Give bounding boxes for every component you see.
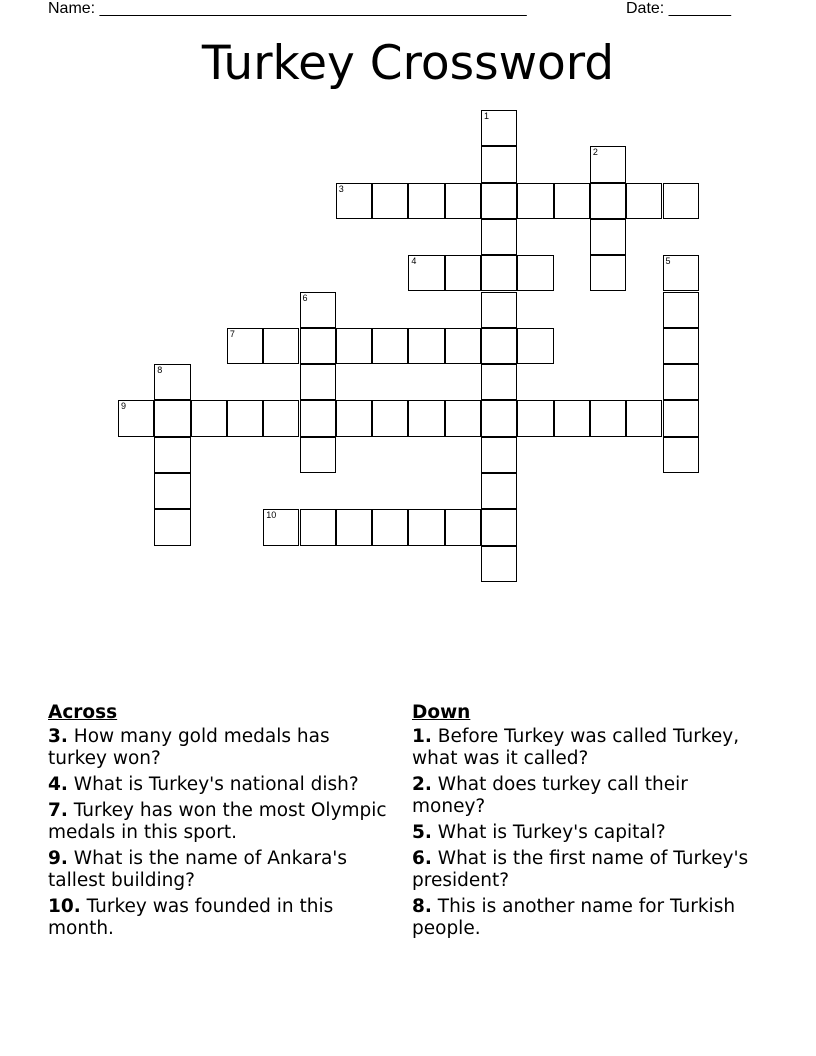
grid-cell[interactable] bbox=[154, 509, 190, 545]
grid-cell[interactable] bbox=[445, 183, 481, 219]
clue-across-10: 10. Turkey was founded in this month. bbox=[48, 896, 334, 939]
grid-cell[interactable] bbox=[408, 183, 444, 219]
grid-cell[interactable] bbox=[227, 400, 263, 436]
clue-number: 3 bbox=[338, 183, 344, 194]
grid-cell[interactable] bbox=[263, 328, 299, 364]
grid-cell[interactable] bbox=[481, 546, 517, 582]
grid-cell[interactable] bbox=[663, 328, 699, 364]
grid-cell[interactable] bbox=[445, 400, 481, 436]
clue-across-7: 7. Turkey has won the most Olympic medals in this sport. bbox=[48, 800, 387, 843]
clue-number: 6 bbox=[302, 292, 308, 303]
grid-cell[interactable] bbox=[300, 400, 336, 436]
clue-number: 5 bbox=[665, 256, 671, 267]
grid-cell[interactable] bbox=[626, 183, 662, 219]
grid-cell[interactable] bbox=[481, 328, 517, 364]
grid-cell[interactable] bbox=[336, 183, 372, 219]
clue-down-1: 1. Before Turkey was called Turkey, what was it called? bbox=[412, 726, 740, 769]
grid-cell[interactable] bbox=[626, 400, 662, 436]
grid-cell[interactable] bbox=[663, 183, 699, 219]
clue-down-6: 6. What is the first name of Turkey's president? bbox=[412, 848, 749, 891]
grid-cell[interactable] bbox=[481, 146, 517, 182]
grid-cell[interactable] bbox=[481, 219, 517, 255]
down-clues bbox=[412, 702, 752, 944]
grid-cell[interactable] bbox=[191, 400, 227, 436]
grid-cell[interactable] bbox=[372, 400, 408, 436]
grid-cell[interactable] bbox=[263, 400, 299, 436]
clue-across-9: 9. What is the name of Ankara's tallest building? bbox=[48, 848, 348, 891]
grid-cell[interactable] bbox=[590, 146, 626, 182]
grid-cell[interactable] bbox=[445, 509, 481, 545]
grid-cell[interactable] bbox=[408, 255, 444, 291]
clue-number: 2 bbox=[592, 147, 598, 158]
name-field[interactable]: Name: ________________________________________________ bbox=[48, 0, 527, 17]
grid-cell[interactable] bbox=[554, 183, 590, 219]
grid-cell[interactable] bbox=[663, 255, 699, 291]
grid-cell[interactable] bbox=[517, 255, 553, 291]
page-title: Turkey Crossword bbox=[201, 36, 615, 91]
clue-number: 10 bbox=[266, 510, 277, 521]
grid-cell[interactable] bbox=[554, 400, 590, 436]
grid-cell[interactable] bbox=[154, 437, 190, 473]
grid-cell[interactable] bbox=[154, 364, 190, 400]
grid-cell[interactable] bbox=[590, 400, 626, 436]
grid-cell[interactable] bbox=[481, 255, 517, 291]
grid-cell[interactable] bbox=[372, 328, 408, 364]
clue-number: 4 bbox=[411, 256, 417, 267]
grid-cell[interactable] bbox=[300, 328, 336, 364]
clue-number: 1 bbox=[484, 111, 490, 121]
grid-cell[interactable] bbox=[408, 509, 444, 545]
grid-cell[interactable] bbox=[372, 183, 408, 219]
grid-cell[interactable] bbox=[372, 509, 408, 545]
clue-number: 9 bbox=[121, 401, 127, 412]
grid-cell[interactable] bbox=[300, 437, 336, 473]
across-heading: Across bbox=[48, 702, 118, 723]
grid-cell[interactable] bbox=[481, 509, 517, 545]
grid-cell[interactable] bbox=[118, 400, 154, 436]
clue-across-4: 4. What is Turkey's national dish? bbox=[48, 774, 359, 795]
grid-cell[interactable] bbox=[300, 509, 336, 545]
grid-cell[interactable] bbox=[481, 183, 517, 219]
grid-cell[interactable] bbox=[481, 292, 517, 328]
clue-down-8: 8. This is another name for Turkish people. bbox=[412, 896, 736, 939]
grid-cell[interactable] bbox=[517, 183, 553, 219]
grid-cell[interactable] bbox=[481, 364, 517, 400]
grid-cell[interactable] bbox=[590, 255, 626, 291]
grid-cell[interactable] bbox=[154, 400, 190, 436]
grid-cell[interactable] bbox=[300, 364, 336, 400]
grid-cell[interactable] bbox=[263, 509, 299, 545]
grid-cell[interactable] bbox=[517, 400, 553, 436]
clue-number: 7 bbox=[229, 328, 235, 339]
grid-cell[interactable] bbox=[300, 292, 336, 328]
grid-cell[interactable] bbox=[481, 473, 517, 509]
grid-cell[interactable] bbox=[408, 400, 444, 436]
clue-down-5: 5. What is Turkey's capital? bbox=[412, 822, 666, 843]
grid-cell[interactable] bbox=[663, 437, 699, 473]
grid-cell[interactable] bbox=[445, 328, 481, 364]
date-field[interactable]: Date: _______ bbox=[626, 0, 731, 17]
grid-cell[interactable] bbox=[590, 219, 626, 255]
down-heading: Down bbox=[412, 702, 471, 723]
grid-cell[interactable] bbox=[408, 328, 444, 364]
grid-cell[interactable] bbox=[336, 400, 372, 436]
clue-down-2: 2. What does turkey call their money? bbox=[412, 774, 688, 817]
grid-cell[interactable] bbox=[336, 509, 372, 545]
grid-cell[interactable] bbox=[481, 400, 517, 436]
grid-cell[interactable] bbox=[663, 292, 699, 328]
grid-cell[interactable] bbox=[481, 437, 517, 473]
clue-across-3: 3. How many gold medals has turkey won? bbox=[48, 726, 330, 769]
across-clues bbox=[48, 702, 388, 944]
grid-cell[interactable] bbox=[517, 328, 553, 364]
grid-cell[interactable] bbox=[445, 255, 481, 291]
grid-cell[interactable] bbox=[154, 473, 190, 509]
grid-cell[interactable] bbox=[663, 364, 699, 400]
grid-cell[interactable] bbox=[227, 328, 263, 364]
clue-number: 8 bbox=[157, 365, 163, 376]
grid-cell[interactable] bbox=[336, 328, 372, 364]
grid-cell[interactable] bbox=[663, 400, 699, 436]
grid-cell[interactable] bbox=[481, 110, 517, 146]
grid-cell[interactable] bbox=[590, 183, 626, 219]
